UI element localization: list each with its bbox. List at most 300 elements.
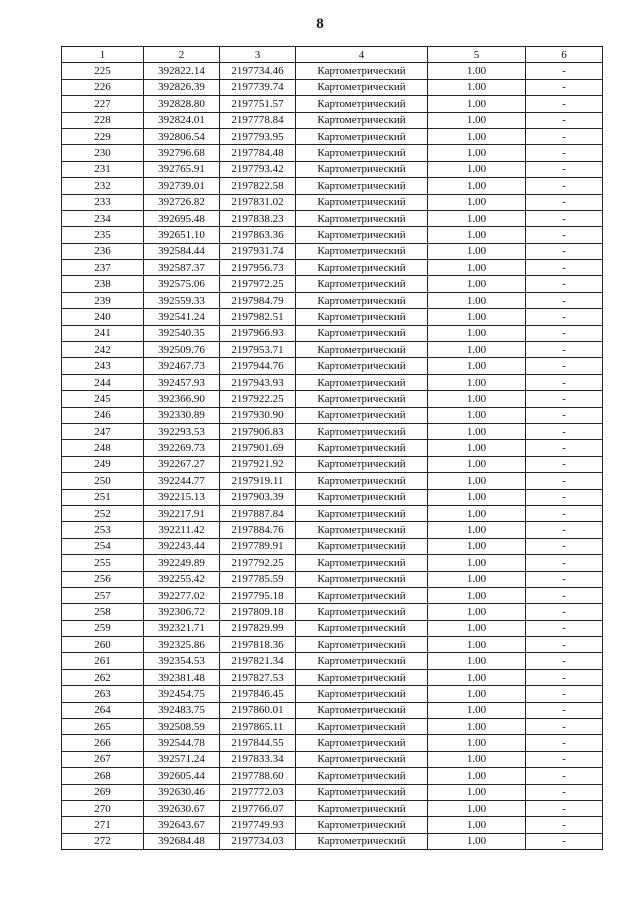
point-number-cell: 238 [62, 276, 144, 292]
note-cell: - [526, 833, 603, 849]
x-coordinate-cell: 392806.54 [144, 128, 220, 144]
x-coordinate-cell: 392796.68 [144, 145, 220, 161]
y-coordinate-cell: 2197860.01 [220, 702, 296, 718]
y-coordinate-cell: 2197784.48 [220, 145, 296, 161]
point-number-cell: 268 [62, 768, 144, 784]
y-coordinate-cell: 2197972.25 [220, 276, 296, 292]
table-row [62, 669, 603, 685]
x-coordinate-cell: 392269.73 [144, 440, 220, 456]
table-row [62, 112, 603, 128]
note-cell: - [526, 669, 603, 685]
method-cell: Картометрический [296, 719, 428, 735]
point-number-cell: 251 [62, 489, 144, 505]
table-body [62, 63, 603, 850]
x-coordinate-cell: 392828.80 [144, 96, 220, 112]
point-number-cell: 239 [62, 292, 144, 308]
method-cell: Картометрический [296, 423, 428, 439]
table-row [62, 292, 603, 308]
table-row [62, 79, 603, 95]
accuracy-cell: 1.00 [428, 702, 526, 718]
y-coordinate-cell: 2197919.11 [220, 473, 296, 489]
accuracy-cell: 1.00 [428, 342, 526, 358]
point-number-cell: 260 [62, 637, 144, 653]
column-header: 3 [220, 47, 296, 63]
table-row [62, 637, 603, 653]
method-cell: Картометрический [296, 473, 428, 489]
note-cell: - [526, 325, 603, 341]
table-row [62, 473, 603, 489]
y-coordinate-cell: 2197785.59 [220, 571, 296, 587]
method-cell: Картометрический [296, 112, 428, 128]
method-cell: Картометрический [296, 702, 428, 718]
note-cell: - [526, 96, 603, 112]
y-coordinate-cell: 2197739.74 [220, 79, 296, 95]
note-cell: - [526, 423, 603, 439]
x-coordinate-cell: 392217.91 [144, 505, 220, 521]
note-cell: - [526, 309, 603, 325]
table-row [62, 309, 603, 325]
method-cell: Картометрический [296, 456, 428, 472]
point-number-cell: 249 [62, 456, 144, 472]
method-cell: Картометрический [296, 128, 428, 144]
x-coordinate-cell: 392211.42 [144, 522, 220, 538]
note-cell: - [526, 358, 603, 374]
point-number-cell: 272 [62, 833, 144, 849]
note-cell: - [526, 817, 603, 833]
accuracy-cell: 1.00 [428, 604, 526, 620]
accuracy-cell: 1.00 [428, 374, 526, 390]
table-row [62, 604, 603, 620]
x-coordinate-cell: 392277.02 [144, 587, 220, 603]
method-cell: Картометрический [296, 161, 428, 177]
point-number-cell: 261 [62, 653, 144, 669]
method-cell: Картометрический [296, 768, 428, 784]
x-coordinate-cell: 392306.72 [144, 604, 220, 620]
column-header: 6 [526, 47, 603, 63]
accuracy-cell: 1.00 [428, 620, 526, 636]
accuracy-cell: 1.00 [428, 79, 526, 95]
point-number-cell: 228 [62, 112, 144, 128]
point-number-cell: 242 [62, 342, 144, 358]
note-cell: - [526, 276, 603, 292]
y-coordinate-cell: 2197778.84 [220, 112, 296, 128]
x-coordinate-cell: 392584.44 [144, 243, 220, 259]
column-header: 2 [144, 47, 220, 63]
method-cell: Картометрический [296, 817, 428, 833]
point-number-cell: 234 [62, 210, 144, 226]
y-coordinate-cell: 2197809.18 [220, 604, 296, 620]
x-coordinate-cell: 392605.44 [144, 768, 220, 784]
method-cell: Картометрический [296, 489, 428, 505]
method-cell: Картометрический [296, 342, 428, 358]
method-cell: Картометрический [296, 210, 428, 226]
y-coordinate-cell: 2197984.79 [220, 292, 296, 308]
x-coordinate-cell: 392243.44 [144, 538, 220, 554]
x-coordinate-cell: 392575.06 [144, 276, 220, 292]
note-cell: - [526, 292, 603, 308]
method-cell: Картометрический [296, 538, 428, 554]
accuracy-cell: 1.00 [428, 686, 526, 702]
x-coordinate-cell: 392457.93 [144, 374, 220, 390]
x-coordinate-cell: 392739.01 [144, 178, 220, 194]
point-number-cell: 246 [62, 407, 144, 423]
note-cell: - [526, 79, 603, 95]
note-cell: - [526, 735, 603, 751]
note-cell: - [526, 161, 603, 177]
accuracy-cell: 1.00 [428, 571, 526, 587]
x-coordinate-cell: 392695.48 [144, 210, 220, 226]
y-coordinate-cell: 2197822.58 [220, 178, 296, 194]
table-row [62, 522, 603, 538]
y-coordinate-cell: 2197831.02 [220, 194, 296, 210]
y-coordinate-cell: 2197956.73 [220, 260, 296, 276]
accuracy-cell: 1.00 [428, 407, 526, 423]
method-cell: Картометрический [296, 292, 428, 308]
note-cell: - [526, 243, 603, 259]
point-number-cell: 252 [62, 505, 144, 521]
table-row [62, 391, 603, 407]
x-coordinate-cell: 392249.89 [144, 555, 220, 571]
point-number-cell: 254 [62, 538, 144, 554]
method-cell: Картометрический [296, 178, 428, 194]
accuracy-cell: 1.00 [428, 178, 526, 194]
accuracy-cell: 1.00 [428, 719, 526, 735]
method-cell: Картометрический [296, 735, 428, 751]
note-cell: - [526, 63, 603, 79]
y-coordinate-cell: 2197903.39 [220, 489, 296, 505]
x-coordinate-cell: 392244.77 [144, 473, 220, 489]
method-cell: Картометрический [296, 637, 428, 653]
note-cell: - [526, 194, 603, 210]
x-coordinate-cell: 392630.67 [144, 800, 220, 816]
note-cell: - [526, 784, 603, 800]
point-number-cell: 258 [62, 604, 144, 620]
table-row [62, 505, 603, 521]
point-number-cell: 243 [62, 358, 144, 374]
y-coordinate-cell: 2197944.76 [220, 358, 296, 374]
note-cell: - [526, 227, 603, 243]
point-number-cell: 256 [62, 571, 144, 587]
table-row [62, 276, 603, 292]
x-coordinate-cell: 392822.14 [144, 63, 220, 79]
table-row [62, 161, 603, 177]
method-cell: Картометрический [296, 358, 428, 374]
point-number-cell: 237 [62, 260, 144, 276]
method-cell: Картометрический [296, 571, 428, 587]
y-coordinate-cell: 2197789.91 [220, 538, 296, 554]
method-cell: Картометрический [296, 407, 428, 423]
note-cell: - [526, 260, 603, 276]
accuracy-cell: 1.00 [428, 637, 526, 653]
x-coordinate-cell: 392354.53 [144, 653, 220, 669]
y-coordinate-cell: 2197751.57 [220, 96, 296, 112]
note-cell: - [526, 489, 603, 505]
table-row [62, 587, 603, 603]
x-coordinate-cell: 392765.91 [144, 161, 220, 177]
method-cell: Картометрический [296, 620, 428, 636]
accuracy-cell: 1.00 [428, 128, 526, 144]
accuracy-cell: 1.00 [428, 112, 526, 128]
accuracy-cell: 1.00 [428, 161, 526, 177]
method-cell: Картометрический [296, 276, 428, 292]
accuracy-cell: 1.00 [428, 800, 526, 816]
table-row [62, 456, 603, 472]
y-coordinate-cell: 2197827.53 [220, 669, 296, 685]
x-coordinate-cell: 392321.71 [144, 620, 220, 636]
method-cell: Картометрический [296, 505, 428, 521]
y-coordinate-cell: 2197766.07 [220, 800, 296, 816]
note-cell: - [526, 768, 603, 784]
x-coordinate-cell: 392325.86 [144, 637, 220, 653]
point-number-cell: 247 [62, 423, 144, 439]
accuracy-cell: 1.00 [428, 768, 526, 784]
point-number-cell: 240 [62, 309, 144, 325]
point-number-cell: 230 [62, 145, 144, 161]
accuracy-cell: 1.00 [428, 210, 526, 226]
note-cell: - [526, 702, 603, 718]
table-row [62, 719, 603, 735]
accuracy-cell: 1.00 [428, 194, 526, 210]
note-cell: - [526, 342, 603, 358]
method-cell: Картометрический [296, 800, 428, 816]
y-coordinate-cell: 2197749.93 [220, 817, 296, 833]
method-cell: Картометрический [296, 555, 428, 571]
point-number-cell: 262 [62, 669, 144, 685]
table-row [62, 800, 603, 816]
accuracy-cell: 1.00 [428, 63, 526, 79]
point-number-cell: 229 [62, 128, 144, 144]
note-cell: - [526, 210, 603, 226]
x-coordinate-cell: 392587.37 [144, 260, 220, 276]
accuracy-cell: 1.00 [428, 587, 526, 603]
y-coordinate-cell: 2197818.36 [220, 637, 296, 653]
x-coordinate-cell: 392559.33 [144, 292, 220, 308]
x-coordinate-cell: 392454.75 [144, 686, 220, 702]
point-number-cell: 244 [62, 374, 144, 390]
y-coordinate-cell: 2197921.92 [220, 456, 296, 472]
point-number-cell: 236 [62, 243, 144, 259]
note-cell: - [526, 538, 603, 554]
point-number-cell: 248 [62, 440, 144, 456]
method-cell: Картометрический [296, 833, 428, 849]
table-row [62, 784, 603, 800]
accuracy-cell: 1.00 [428, 505, 526, 521]
accuracy-cell: 1.00 [428, 227, 526, 243]
point-number-cell: 245 [62, 391, 144, 407]
x-coordinate-cell: 392824.01 [144, 112, 220, 128]
accuracy-cell: 1.00 [428, 555, 526, 571]
method-cell: Картометрический [296, 391, 428, 407]
method-cell: Картометрический [296, 686, 428, 702]
y-coordinate-cell: 2197734.03 [220, 833, 296, 849]
method-cell: Картометрический [296, 79, 428, 95]
note-cell: - [526, 686, 603, 702]
x-coordinate-cell: 392571.24 [144, 751, 220, 767]
y-coordinate-cell: 2197901.69 [220, 440, 296, 456]
note-cell: - [526, 407, 603, 423]
note-cell: - [526, 391, 603, 407]
table-row [62, 342, 603, 358]
note-cell: - [526, 637, 603, 653]
point-number-cell: 267 [62, 751, 144, 767]
y-coordinate-cell: 2197838.23 [220, 210, 296, 226]
x-coordinate-cell: 392544.78 [144, 735, 220, 751]
y-coordinate-cell: 2197772.03 [220, 784, 296, 800]
table-row [62, 489, 603, 505]
y-coordinate-cell: 2197792.25 [220, 555, 296, 571]
accuracy-cell: 1.00 [428, 391, 526, 407]
table-row [62, 374, 603, 390]
note-cell: - [526, 620, 603, 636]
y-coordinate-cell: 2197793.42 [220, 161, 296, 177]
note-cell: - [526, 440, 603, 456]
note-cell: - [526, 178, 603, 194]
table-row [62, 145, 603, 161]
point-number-cell: 259 [62, 620, 144, 636]
y-coordinate-cell: 2197829.99 [220, 620, 296, 636]
x-coordinate-cell: 392684.48 [144, 833, 220, 849]
column-header: 1 [62, 47, 144, 63]
y-coordinate-cell: 2197931.74 [220, 243, 296, 259]
x-coordinate-cell: 392540.35 [144, 325, 220, 341]
method-cell: Картометрический [296, 243, 428, 259]
x-coordinate-cell: 392467.73 [144, 358, 220, 374]
method-cell: Картометрический [296, 784, 428, 800]
point-number-cell: 255 [62, 555, 144, 571]
accuracy-cell: 1.00 [428, 260, 526, 276]
accuracy-cell: 1.00 [428, 243, 526, 259]
column-header: 5 [428, 47, 526, 63]
table-row [62, 325, 603, 341]
accuracy-cell: 1.00 [428, 735, 526, 751]
point-number-cell: 265 [62, 719, 144, 735]
x-coordinate-cell: 392330.89 [144, 407, 220, 423]
coordinates-table [61, 46, 603, 850]
table-row [62, 260, 603, 276]
method-cell: Картометрический [296, 653, 428, 669]
accuracy-cell: 1.00 [428, 276, 526, 292]
method-cell: Картометрический [296, 325, 428, 341]
accuracy-cell: 1.00 [428, 473, 526, 489]
table-row [62, 407, 603, 423]
x-coordinate-cell: 392630.46 [144, 784, 220, 800]
table-row [62, 571, 603, 587]
column-header: 4 [296, 47, 428, 63]
point-number-cell: 269 [62, 784, 144, 800]
accuracy-cell: 1.00 [428, 309, 526, 325]
y-coordinate-cell: 2197884.76 [220, 522, 296, 538]
x-coordinate-cell: 392509.76 [144, 342, 220, 358]
point-number-cell: 225 [62, 63, 144, 79]
x-coordinate-cell: 392726.82 [144, 194, 220, 210]
accuracy-cell: 1.00 [428, 751, 526, 767]
table-row [62, 538, 603, 554]
note-cell: - [526, 751, 603, 767]
note-cell: - [526, 604, 603, 620]
method-cell: Картометрический [296, 669, 428, 685]
accuracy-cell: 1.00 [428, 817, 526, 833]
point-number-cell: 263 [62, 686, 144, 702]
page-number: 8 [316, 16, 324, 32]
accuracy-cell: 1.00 [428, 440, 526, 456]
y-coordinate-cell: 2197943.93 [220, 374, 296, 390]
method-cell: Картометрический [296, 145, 428, 161]
y-coordinate-cell: 2197795.18 [220, 587, 296, 603]
accuracy-cell: 1.00 [428, 538, 526, 554]
y-coordinate-cell: 2197906.83 [220, 423, 296, 439]
accuracy-cell: 1.00 [428, 784, 526, 800]
accuracy-cell: 1.00 [428, 522, 526, 538]
accuracy-cell: 1.00 [428, 456, 526, 472]
table-row [62, 96, 603, 112]
y-coordinate-cell: 2197821.34 [220, 653, 296, 669]
y-coordinate-cell: 2197966.93 [220, 325, 296, 341]
table-row [62, 686, 603, 702]
point-number-cell: 250 [62, 473, 144, 489]
method-cell: Картометрический [296, 63, 428, 79]
point-number-cell: 227 [62, 96, 144, 112]
note-cell: - [526, 571, 603, 587]
table-row [62, 128, 603, 144]
x-coordinate-cell: 392255.42 [144, 571, 220, 587]
note-cell: - [526, 145, 603, 161]
note-cell: - [526, 112, 603, 128]
table-row [62, 227, 603, 243]
method-cell: Картометрический [296, 522, 428, 538]
note-cell: - [526, 800, 603, 816]
accuracy-cell: 1.00 [428, 96, 526, 112]
accuracy-cell: 1.00 [428, 669, 526, 685]
y-coordinate-cell: 2197953.71 [220, 342, 296, 358]
note-cell: - [526, 555, 603, 571]
y-coordinate-cell: 2197793.95 [220, 128, 296, 144]
note-cell: - [526, 374, 603, 390]
table-row [62, 702, 603, 718]
note-cell: - [526, 456, 603, 472]
y-coordinate-cell: 2197788.60 [220, 768, 296, 784]
x-coordinate-cell: 392366.90 [144, 391, 220, 407]
method-cell: Картометрический [296, 194, 428, 210]
table-row [62, 817, 603, 833]
method-cell: Картометрический [296, 96, 428, 112]
y-coordinate-cell: 2197734.46 [220, 63, 296, 79]
point-number-cell: 233 [62, 194, 144, 210]
table-row [62, 768, 603, 784]
method-cell: Картометрический [296, 374, 428, 390]
point-number-cell: 235 [62, 227, 144, 243]
method-cell: Картометрический [296, 604, 428, 620]
table-row [62, 194, 603, 210]
accuracy-cell: 1.00 [428, 489, 526, 505]
note-cell: - [526, 505, 603, 521]
point-number-cell: 253 [62, 522, 144, 538]
method-cell: Картометрический [296, 227, 428, 243]
note-cell: - [526, 522, 603, 538]
accuracy-cell: 1.00 [428, 423, 526, 439]
accuracy-cell: 1.00 [428, 292, 526, 308]
x-coordinate-cell: 392508.59 [144, 719, 220, 735]
note-cell: - [526, 719, 603, 735]
y-coordinate-cell: 2197833.34 [220, 751, 296, 767]
accuracy-cell: 1.00 [428, 325, 526, 341]
table-row [62, 178, 603, 194]
y-coordinate-cell: 2197863.36 [220, 227, 296, 243]
point-number-cell: 270 [62, 800, 144, 816]
x-coordinate-cell: 392483.75 [144, 702, 220, 718]
y-coordinate-cell: 2197865.11 [220, 719, 296, 735]
table-header-row [62, 47, 603, 63]
table-row [62, 63, 603, 79]
